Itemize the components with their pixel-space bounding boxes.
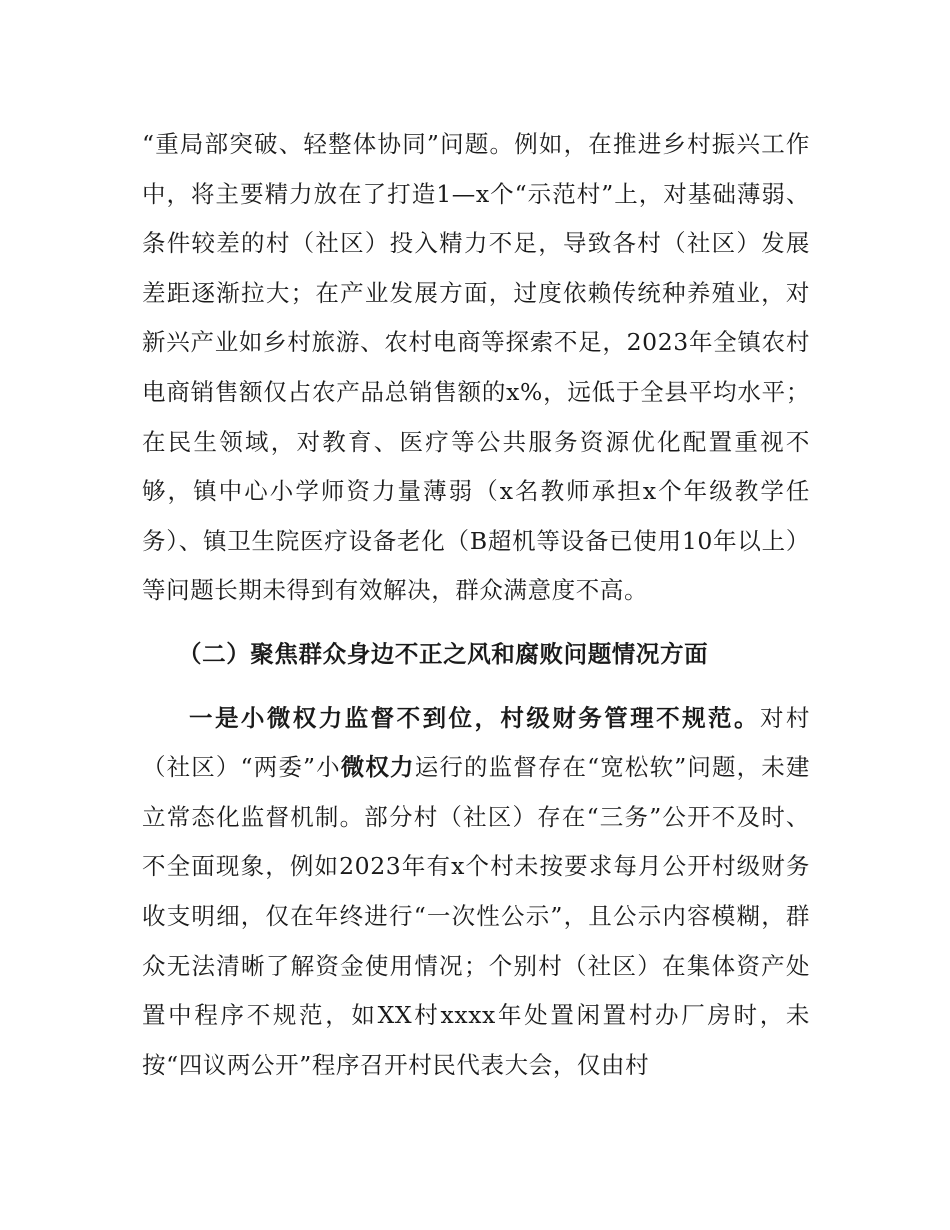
paragraph-bold-inline: 微权力 xyxy=(340,753,415,782)
paragraph-lead-bold: 一是小微权力监督不到位，村级财务管理不规范。 xyxy=(189,703,760,732)
document-body xyxy=(142,120,810,1090)
section-heading: （二）聚焦群众身边不正之风和腐败问题情况方面 xyxy=(178,639,709,668)
paragraph-small-power-supervision xyxy=(142,694,810,1091)
paragraph-text-part-a: 对村（社区）“两委”小 xyxy=(142,703,811,782)
paragraph-text-part-b: 运行的监督存在“宽松软”问题，未建立常态化监督机制。部分村（社区）存在“三务”公开不及时、不全面现象，例如2023年有x个村未按要求每月公开村级财务收支明细，仅在年终进行“一次性公示”，且公示内容模糊，群众无法清晰了解资金使用情况；个别村（社区）在集体资产处置中程序不规范，如XX村xxxx年处置闲置村办厂房时，未按“四议两公开”程序召开村民代表大会，仅由村 xyxy=(142,753,810,1079)
paragraph-continuation: “重局部突破、轻整体协同”问题。例如，在推进乡村振兴工作中，将主要精力放在了打造1—x个“示范村”上，对基础薄弱、条件较差的村（社区）投入精力不足，导致各村（社区）发展差距逐渐拉大；在产业发展方面，过度依赖传统种养殖业，对新兴产业如乡村旅游、农村电商等探索不足，2023年全镇农村电商销售额仅占农产品总销售额的x%，远低于全县平均水平；在民生领域，对教育、医疗等公共服务资源优化配置重视不够，镇中心小学师资力量薄弱（x名教师承担x个年级教学任务）、镇卫生院医疗设备老化（B超机等设备已使用10年以上）等问题长期未得到有效解决，群众满意度不高。 xyxy=(142,130,810,605)
